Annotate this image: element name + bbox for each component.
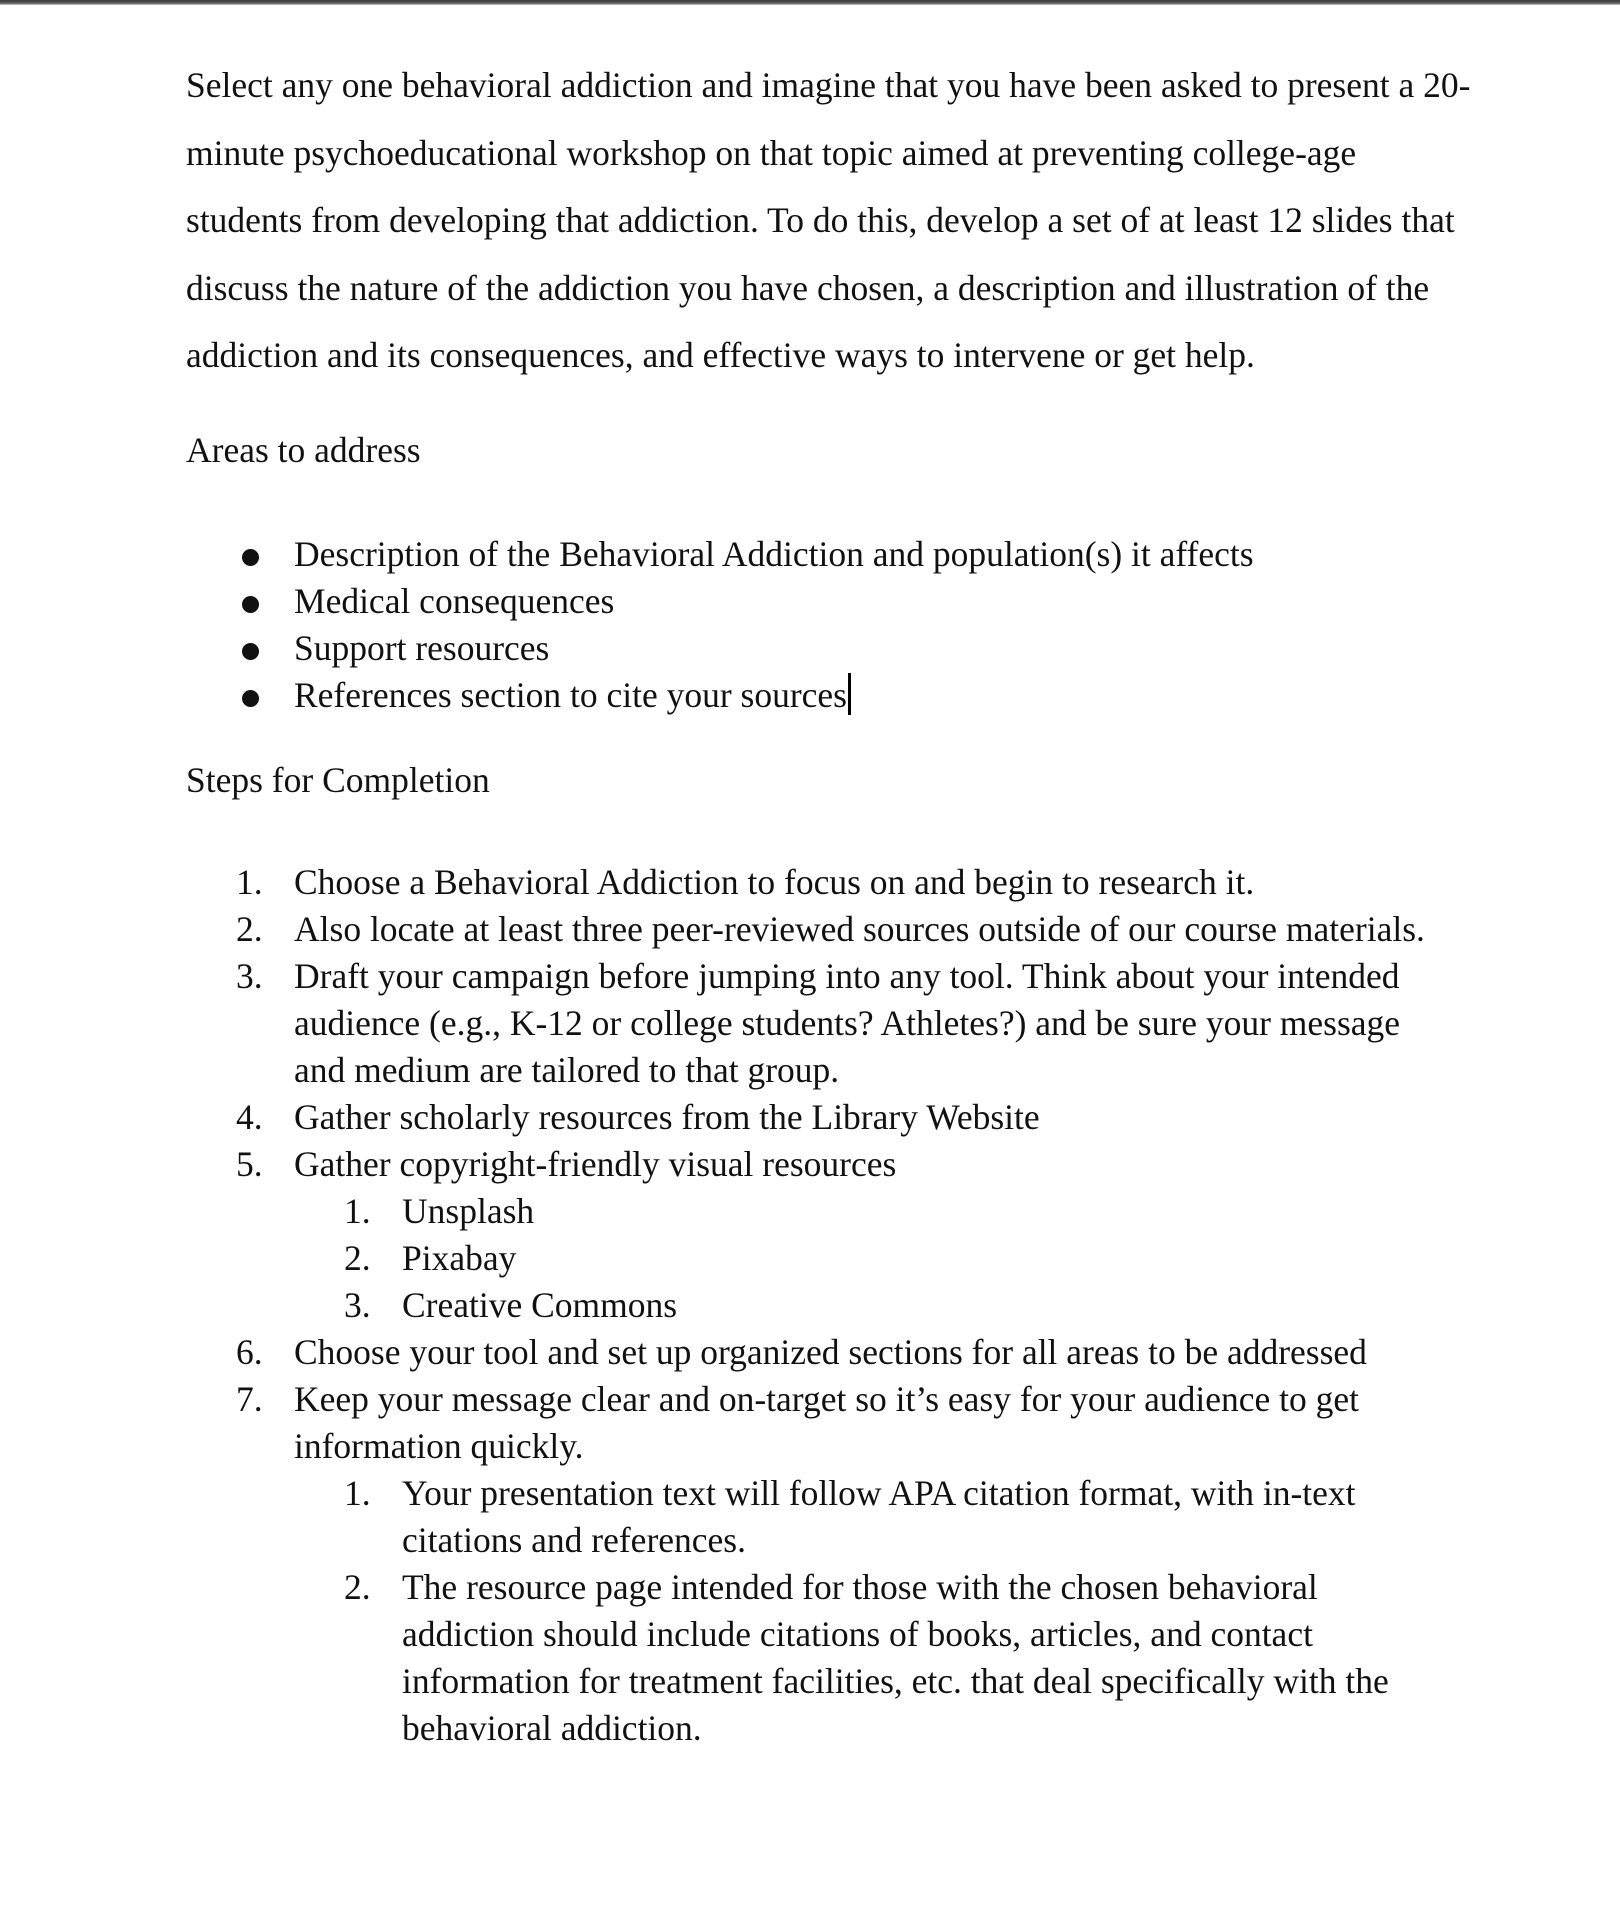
step-text: Draft your campaign before jumping into any tool. Think about your intended audience (e.g., K-12 or college students? Athletes?) and be sure your message and medium are tailored to that group. <box>294 956 1401 1090</box>
step-item <box>186 1376 1426 1752</box>
areas-list-item <box>186 531 1386 578</box>
areas-item-text: Support resources <box>294 628 550 668</box>
substep-text: Unsplash <box>402 1191 535 1231</box>
areas-list-item <box>186 672 1386 719</box>
substep-number: 3. <box>344 1285 371 1325</box>
substep-text: Your presentation text will follow APA citation format, with in-text citations and references. <box>402 1473 1356 1560</box>
step-text: Gather scholarly resources from the Library Website <box>294 1097 1040 1137</box>
areas-heading: Areas to address <box>186 430 421 470</box>
substep-text: Creative Commons <box>402 1285 678 1325</box>
step-number: 2. <box>236 909 263 949</box>
step-number: 3. <box>236 956 263 996</box>
step-item <box>186 906 1426 953</box>
step-sublist <box>294 1188 1426 1329</box>
areas-item-text-with-cursor[interactable] <box>294 672 1386 719</box>
areas-item-text: References section to cite your sources <box>294 675 847 715</box>
steps-heading: Steps for Completion <box>186 760 490 800</box>
step-text: Choose your tool and set up organized sections for all areas to be addressed <box>294 1332 1367 1372</box>
substep-number: 2. <box>344 1567 371 1607</box>
substep-number: 1. <box>344 1473 371 1513</box>
bullet-icon <box>242 690 259 707</box>
substep-number: 2. <box>344 1238 371 1278</box>
step-item <box>186 1141 1426 1329</box>
substep-text: Pixabay <box>402 1238 517 1278</box>
step-item <box>186 1329 1426 1376</box>
substep-item <box>294 1470 1426 1564</box>
step-text: Also locate at least three peer-reviewed sources outside of our course materials. <box>294 909 1425 949</box>
step-number: 7. <box>236 1379 263 1419</box>
window-top-border <box>0 0 1620 5</box>
substep-item <box>294 1235 1426 1282</box>
step-item <box>186 859 1426 906</box>
bullet-icon <box>242 549 259 566</box>
step-number: 1. <box>236 862 263 902</box>
substep-number: 1. <box>344 1191 371 1231</box>
step-sublist <box>294 1470 1426 1752</box>
bullet-icon <box>242 643 259 660</box>
step-number: 5. <box>236 1144 263 1184</box>
step-number: 4. <box>236 1097 263 1137</box>
step-item <box>186 953 1426 1094</box>
text-cursor <box>848 673 851 715</box>
step-text: Keep your message clear and on-target so it’s easy for your audience to get information quickly. <box>294 1379 1359 1466</box>
areas-list-item <box>186 578 1386 625</box>
areas-item-text: Medical consequences <box>294 581 615 621</box>
step-text: Choose a Behavioral Addiction to focus on and begin to research it. <box>294 862 1255 902</box>
substep-item <box>294 1564 1426 1752</box>
areas-item-text: Description of the Behavioral Addiction and population(s) it affects <box>294 534 1254 574</box>
step-item <box>186 1094 1426 1141</box>
bullet-icon <box>242 596 259 613</box>
substep-item <box>294 1188 1426 1235</box>
step-text: Gather copyright-friendly visual resources <box>294 1144 897 1184</box>
intro-paragraph: Select any one behavioral addiction and imagine that you have been asked to present a 20-minute psychoeducational workshop on that topic aimed at preventing college-age students from developing that addiction. To do this, develop a set of at least 12 slides that discuss the nature of the addiction you have chosen, a description and illustration of the addiction and its consequences, and effective ways to intervene or get help. <box>186 65 1471 375</box>
areas-list-item <box>186 625 1386 672</box>
steps-list <box>186 859 1426 1752</box>
substep-text: The resource page intended for those with the chosen behavioral addiction should include citations of books, articles, and contact information for treatment facilities, etc. that deal specifically with the behavioral addiction. <box>402 1567 1389 1748</box>
substep-item <box>294 1282 1426 1329</box>
step-number: 6. <box>236 1332 263 1372</box>
areas-list <box>186 531 1386 719</box>
